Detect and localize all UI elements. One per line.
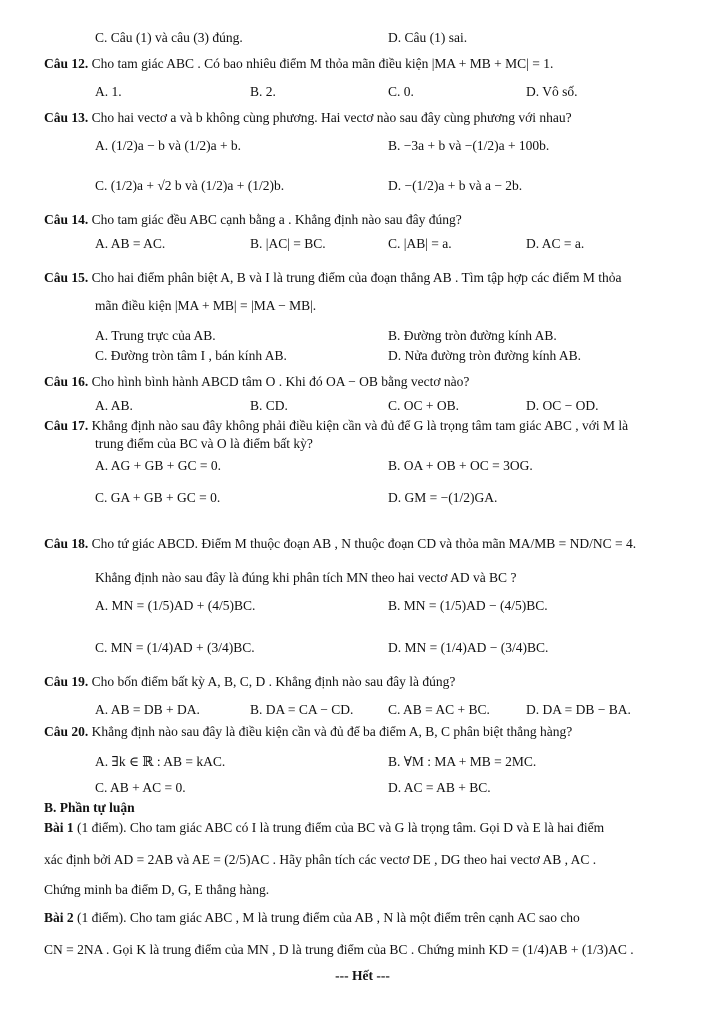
text-line: B. |AC| = BC.: [250, 236, 326, 251]
text-line: B. DA = CA − CD.: [250, 702, 354, 717]
text-line: A. (1/2)a − b và (1/2)a + b.: [95, 138, 242, 153]
text-line: B. Đường tròn đường kính AB.: [388, 328, 557, 343]
text-line: CN = 2NA . Gọi K là trung điểm của MN , D là trung điểm của BC . Chứng minh KD = (1/4)AB + (1/3)AC .: [44, 942, 634, 957]
text-line: Khẳng định nào sau đây là đúng khi phân tích MN theo hai vectơ AD và BC ?: [95, 570, 517, 585]
text-line: D. OC − OD.: [526, 398, 599, 413]
text-line: A. AB = DB + DA.: [95, 702, 200, 717]
text-line: D. DA = DB − BA.: [526, 702, 631, 717]
question-line: Câu 15. Cho hai điểm phân biệt A, B và I là trung điểm của đoạn thẳng AB . Tìm tập hợp các điểm M thỏa: [44, 270, 622, 285]
question-line: Bài 2 (1 điểm). Cho tam giác ABC , M là trung điểm của AB , N là một điểm trên cạnh AC sao cho: [44, 910, 580, 925]
text-line: C. AB + AC = 0.: [95, 780, 186, 795]
text-line: B. ∀M : MA + MB = 2MC.: [388, 754, 537, 769]
text-line: B. OA + OB + OC = 3OG.: [388, 458, 533, 473]
text-line: C. AB = AC + BC.: [388, 702, 490, 717]
text-line: D. AC = AB + BC.: [388, 780, 491, 795]
text-line: D. Nửa đường tròn đường kính AB.: [388, 348, 581, 363]
text-line: C. Đường tròn tâm I , bán kính AB.: [95, 348, 287, 363]
text-line: C. MN = (1/4)AD + (3/4)BC.: [95, 640, 255, 655]
text-line: B. −3a + b và −(1/2)a + 100b.: [388, 138, 550, 153]
text-line: mãn điều kiện |MA + MB| = |MA − MB|.: [95, 298, 317, 313]
text-line: C. GA + GB + GC = 0.: [95, 490, 221, 505]
text-line: A. ∃k ∈ ℝ : AB = kAC.: [95, 754, 226, 769]
text-line: A. AB = AC.: [95, 236, 166, 251]
text-line: B. MN = (1/5)AD − (4/5)BC.: [388, 598, 548, 613]
text-line: B. CD.: [250, 398, 288, 413]
text-line: D. Vô số.: [526, 84, 578, 99]
text-line: trung điểm của BC và O là điểm bất kỳ?: [95, 436, 313, 451]
text-line: C. 0.: [388, 84, 414, 99]
question-line: Bài 1 (1 điểm). Cho tam giác ABC có I là trung điểm của BC và G là trọng tâm. Gọi D và E là hai điểm: [44, 820, 605, 835]
question-line: Câu 18. Cho tứ giác ABCD. Điểm M thuộc đoạn AB , N thuộc đoạn CD và thỏa mãn MA/MB = ND/NC = 4.: [44, 536, 637, 551]
text-line: C. |AB| = a.: [388, 236, 452, 251]
text-line: D. MN = (1/4)AD − (3/4)BC.: [388, 640, 549, 655]
question-line: Câu 17. Khẳng định nào sau đây không phải điều kiện cần và đủ để G là trọng tâm tam giác ABC , với M là: [44, 418, 629, 433]
text-line: D. −(1/2)a + b và a − 2b.: [388, 178, 523, 193]
end-marker: --- Hết ---: [335, 968, 390, 983]
text-line: xác định bởi AD = 2AB và AE = (2/5)AC . Hãy phân tích các vectơ DE , DG theo hai vectơ AB , AC .: [44, 852, 597, 867]
text-line: A. MN = (1/5)AD + (4/5)BC.: [95, 598, 256, 613]
text-line: A. AB.: [95, 398, 133, 413]
question-line: Câu 13. Cho hai vectơ a và b không cùng phương. Hai vectơ nào sau đây cùng phương với nhau?: [44, 110, 572, 125]
text-line: D. AC = a.: [526, 236, 585, 251]
text-line: Chứng minh ba điểm D, G, E thẳng hàng.: [44, 882, 270, 897]
question-line: Câu 19. Cho bốn điểm bất kỳ A, B, C, D . Khẳng định nào sau đây là đúng?: [44, 674, 456, 689]
question-line: Câu 20. Khẳng định nào sau đây là điều kiện cần và đủ để ba điểm A, B, C phân biệt thẳng hàng?: [44, 724, 573, 739]
text-line: D. GM = −(1/2)GA.: [388, 490, 498, 505]
question-line: B. Phần tự luận: [44, 800, 135, 815]
question-line: Câu 16. Cho hình bình hành ABCD tâm O . Khi đó OA − OB bằng vectơ nào?: [44, 374, 470, 389]
text-line: A. Trung trực của AB.: [95, 328, 216, 343]
text-line: C. (1/2)a + √2 b và (1/2)a + (1/2)b.: [95, 178, 285, 193]
text-line: B. 2.: [250, 84, 276, 99]
question-line: Câu 14. Cho tam giác đều ABC cạnh bằng a . Khẳng định nào sau đây đúng?: [44, 212, 462, 227]
text-line: A. 1.: [95, 84, 122, 99]
text-line: D. Câu (1) sai.: [388, 30, 468, 45]
text-line: C. Câu (1) và câu (3) đúng.: [95, 30, 243, 45]
question-line: Câu 12. Cho tam giác ABC . Có bao nhiêu điểm M thỏa mãn điều kiện |MA + MB + MC| = 1.: [44, 56, 554, 71]
text-line: C. OC + OB.: [388, 398, 460, 413]
text-line: A. AG + GB + GC = 0.: [95, 458, 221, 473]
